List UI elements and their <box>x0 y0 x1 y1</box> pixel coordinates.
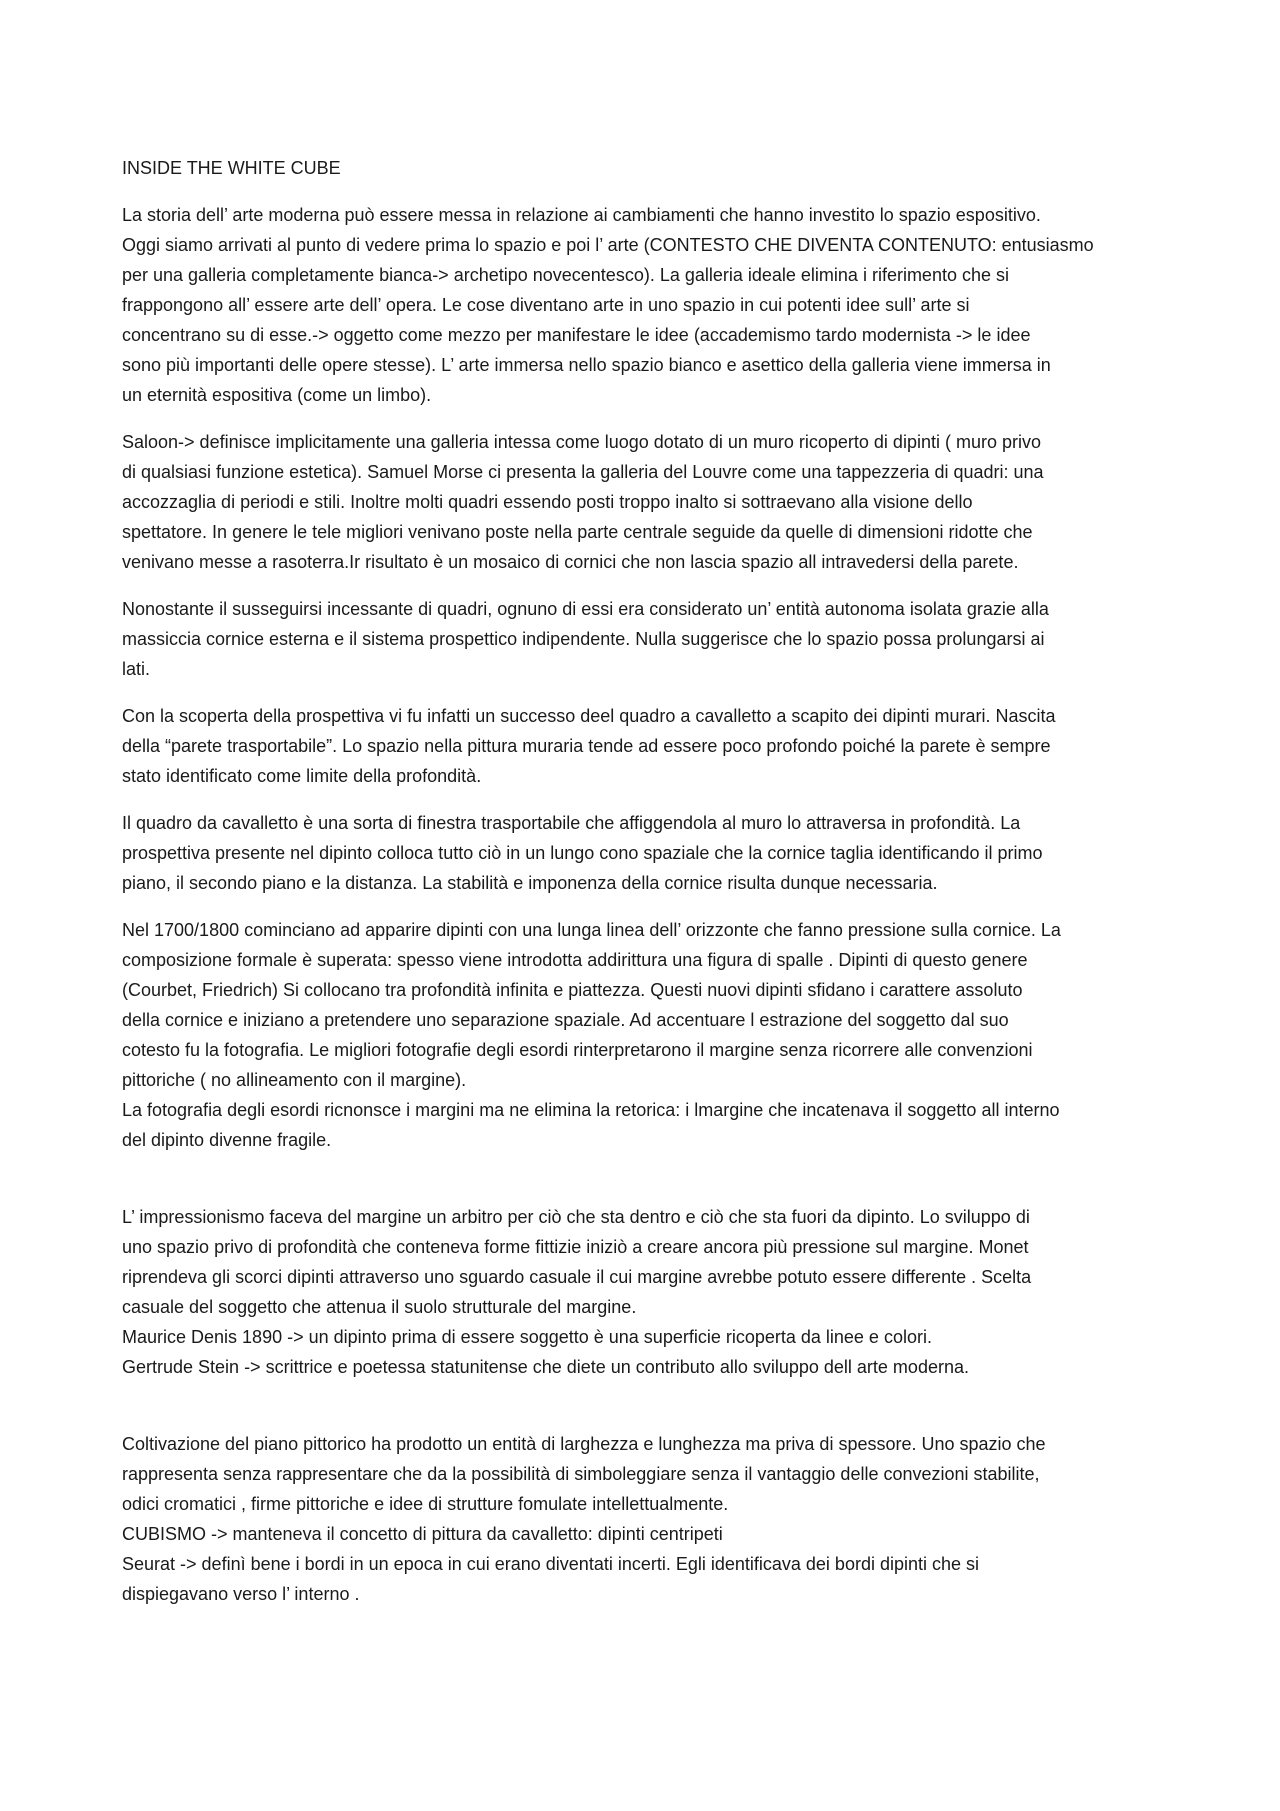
paragraph <box>122 808 1172 898</box>
text-line: composizione formale è superata: spesso viene introdotta addirittura una figura di spalle . Dipinti di questo genere <box>122 950 1028 970</box>
text-line: piano, il secondo piano e la distanza. La stabilità e imponenza della cornice risulta dunque necessaria. <box>122 873 938 893</box>
text-line: massiccia cornice esterna e il sistema prospettico indipendente. Nulla suggerisce che lo spazio possa prolungarsi ai <box>122 629 1045 649</box>
paragraph <box>122 1399 1172 1609</box>
text-line: Gertrude Stein -> scrittrice e poetessa statunitense che diete un contributo allo sviluppo dell arte moderna. <box>122 1357 969 1377</box>
text-line: (Courbet, Friedrich) Si collocano tra profondità infinita e piattezza. Questi nuovi dipinti sfidano i carattere assoluto <box>122 980 1023 1000</box>
text-line: accozzaglia di periodi e stili. Inoltre molti quadri essendo posti troppo inalto si sottraevano alla visione dello <box>122 492 973 512</box>
paragraph <box>122 200 1172 410</box>
text-line: La storia dell’ arte moderna può essere messa in relazione ai cambiamenti che hanno investito lo spazio espositivo. <box>122 205 1041 225</box>
text-line: concentrano su di esse.-> oggetto come mezzo per manifestare le idee (accademismo tardo modernista -> le idee <box>122 325 1031 345</box>
blank-line <box>122 1399 1172 1429</box>
text-line: Il quadro da cavalletto è una sorta di finestra trasportabile che affiggendola al muro lo attraversa in profondità. La <box>122 813 1021 833</box>
text-line: Oggi siamo arrivati al punto di vedere prima lo spazio e poi l’ arte (CONTESTO CHE DIVENTA CONTENUTO: entusiasmo <box>122 235 1094 255</box>
document-page <box>122 153 1172 1626</box>
text-line: uno spazio privo di profondità che conteneva forme fittizie iniziò a creare ancora più pressione sul margine. Monet <box>122 1237 1029 1257</box>
paragraph <box>122 427 1172 577</box>
text-line: prospettiva presente nel dipinto colloca tutto ciò in un lungo cono spaziale che la cornice taglia identificando il primo <box>122 843 1043 863</box>
text-line: Nonostante il susseguirsi incessante di quadri, ognuno di essi era considerato un’ entità autonoma isolata grazie alla <box>122 599 1049 619</box>
text-line: della “parete trasportabile”. Lo spazio nella pittura muraria tende ad essere poco profondo poiché la parete è sempre <box>122 736 1051 756</box>
paragraph <box>122 915 1172 1155</box>
text-line: Nel 1700/1800 cominciano ad apparire dipinti con una lunga linea dell’ orizzonte che fanno pressione sulla cornice. La <box>122 920 1061 940</box>
text-line: cotesto fu la fotografia. Le migliori fotografie degli esordi rinterpretarono il margine senza ricorrere alle convenzioni <box>122 1040 1033 1060</box>
text-line: spettatore. In genere le tele migliori venivano poste nella parte centrale seguide da quelle di dimensioni ridotte che <box>122 522 1033 542</box>
text-line: Maurice Denis 1890 -> un dipinto prima di essere soggetto è una superficie ricoperta da linee e colori. <box>122 1327 932 1347</box>
text-line: riprendeva gli scorci dipinti attraverso uno sguardo casuale il cui margine avrebbe potuto essere differente . Scelta <box>122 1267 1032 1287</box>
text-line: Con la scoperta della prospettiva vi fu infatti un successo deel quadro a cavalletto a scapito dei dipinti murari. Nascita <box>122 706 1056 726</box>
text-line: frappongono all’ essere arte dell’ opera. Le cose diventano arte in uno spazio in cui potenti idee sull’ arte si <box>122 295 970 315</box>
text-line: venivano messe a rasoterra.Ir risultato è un mosaico di cornici che non lascia spazio all intravedersi della parete. <box>122 552 1019 572</box>
text-line: Saloon-> definisce implicitamente una galleria intessa come luogo dotato di un muro ricoperto di dipinti ( muro privo <box>122 432 1041 452</box>
text-line: un eternità espositiva (come un limbo). <box>122 385 432 405</box>
text-line: lati. <box>122 659 151 679</box>
text-line: per una galleria completamente bianca-> archetipo novecentesco). La galleria ideale elimina i riferimento che si <box>122 265 1009 285</box>
text-line: del dipinto divenne fragile. <box>122 1130 332 1150</box>
text-line: pittoriche ( no allineamento con il margine). <box>122 1070 467 1090</box>
text-line: rappresenta senza rappresentare che da la possibilità di simboleggiare senza il vantaggio delle convezioni stabilite, <box>122 1464 1040 1484</box>
paragraph <box>122 1172 1172 1382</box>
text-line: La fotografia degli esordi ricnonsce i margini ma ne elimina la retorica: i lmargine che incatenava il soggetto all interno <box>122 1100 1060 1120</box>
text-line: di qualsiasi funzione estetica). Samuel Morse ci presenta la galleria del Louvre come una tappezzeria di quadri: una <box>122 462 1044 482</box>
document-body <box>122 200 1172 1609</box>
text-line: Coltivazione del piano pittorico ha prodotto un entità di larghezza e lunghezza ma priva di spessore. Uno spazio che <box>122 1434 1046 1454</box>
document-title: INSIDE THE WHITE CUBE <box>122 158 341 178</box>
text-line: dispiegavano verso l’ interno . <box>122 1584 360 1604</box>
text-line: Seurat -> definì bene i bordi in un epoca in cui erano diventati incerti. Egli identificava dei bordi dipinti che si <box>122 1554 980 1574</box>
text-line: della cornice e iniziano a pretendere uno separazione spaziale. Ad accentuare l estrazione del soggetto dal suo <box>122 1010 1009 1030</box>
text-line: CUBISMO -> manteneva il concetto di pittura da cavalletto: dipinti centripeti <box>122 1524 723 1544</box>
blank-line <box>122 1172 1172 1202</box>
text-line: sono più importanti delle opere stesse). L’ arte immersa nello spazio bianco e asettico della galleria viene immersa in <box>122 355 1051 375</box>
text-line: L’ impressionismo faceva del margine un arbitro per ciò che sta dentro e ciò che sta fuori da dipinto. Lo sviluppo di <box>122 1207 1030 1227</box>
text-line: casuale del soggetto che attenua il suolo strutturale del margine. <box>122 1297 637 1317</box>
paragraph <box>122 594 1172 684</box>
text-line: stato identificato come limite della profondità. <box>122 766 482 786</box>
paragraph <box>122 701 1172 791</box>
text-line: odici cromatici , firme pittoriche e idee di strutture fomulate intellettualmente. <box>122 1494 729 1514</box>
